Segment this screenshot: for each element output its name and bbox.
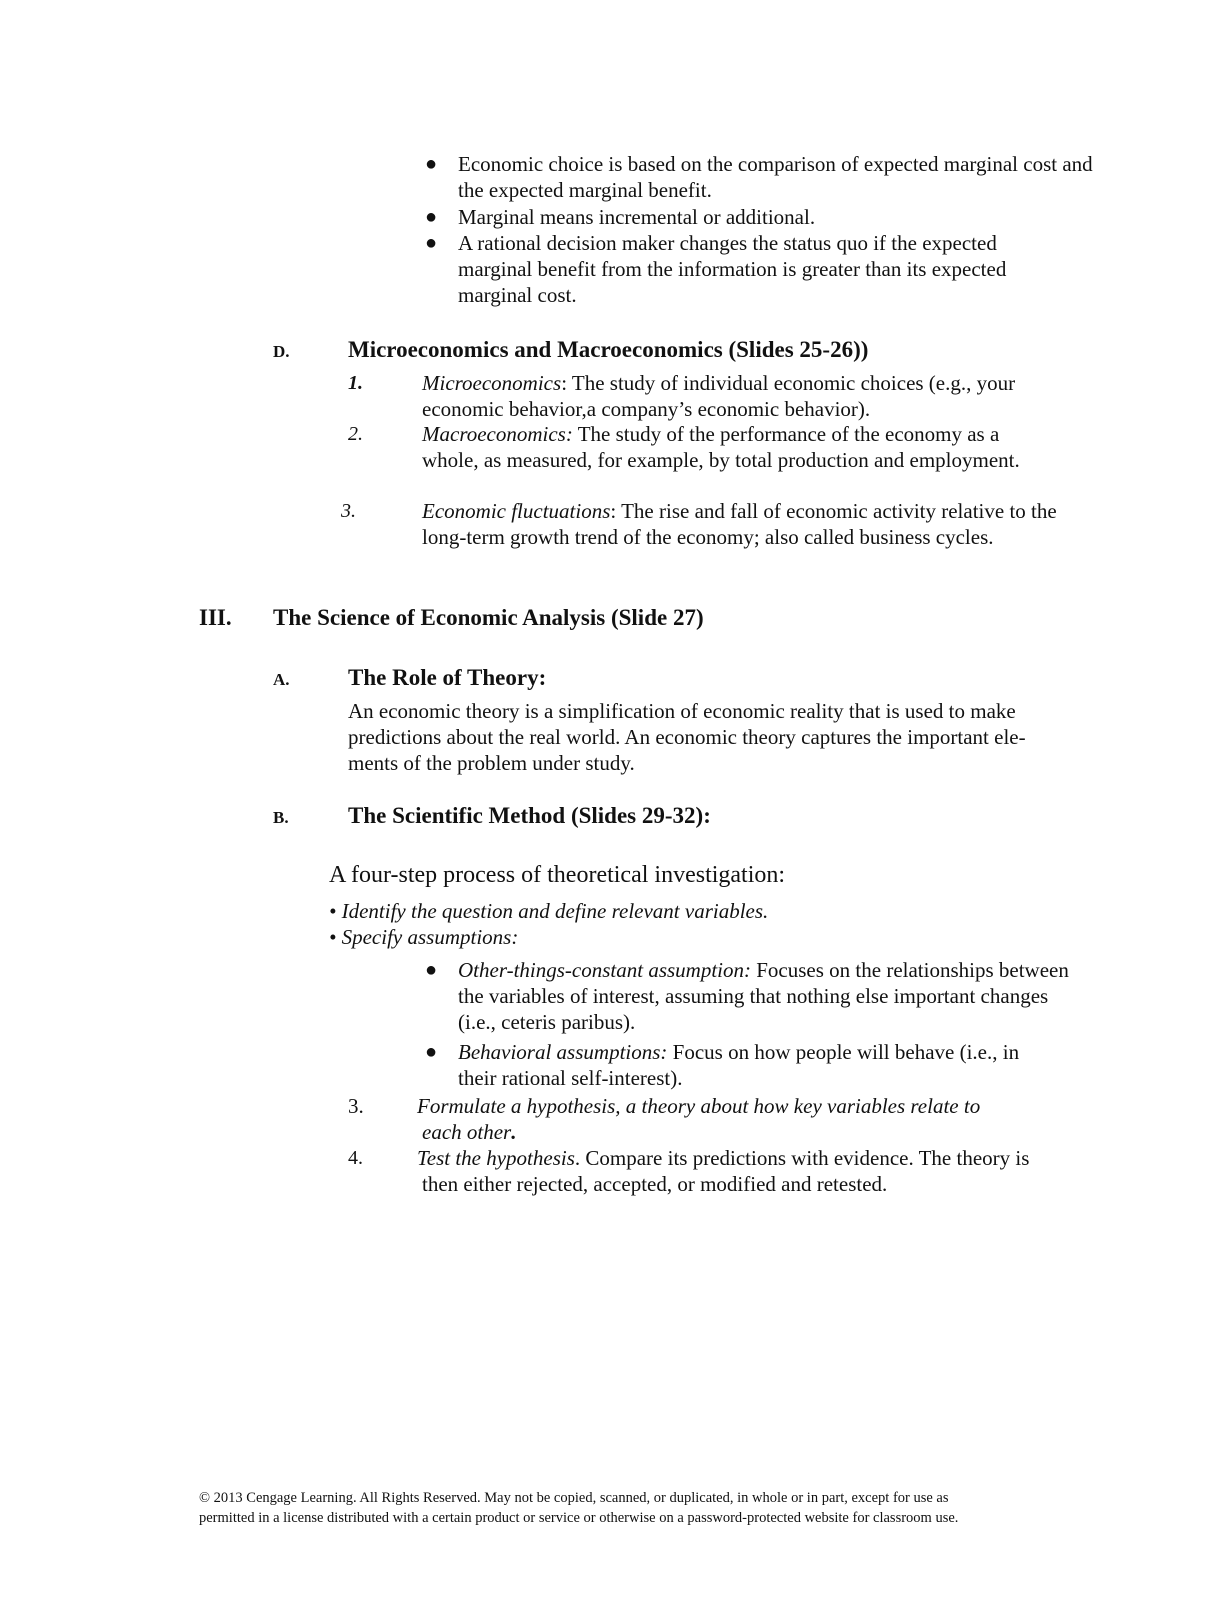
section-letter: A. <box>273 670 290 689</box>
section-iii-title: The Science of Economic Analysis (Slide 27) <box>273 605 704 630</box>
bullet-dot: ● <box>425 206 438 228</box>
step-4-term: Test the hypothesis <box>417 1146 575 1170</box>
bullet-dot: ● <box>425 1041 438 1063</box>
step-3-line-2 <box>422 1119 516 1145</box>
item-number: 3. <box>341 500 356 522</box>
copyright-footer-line-2: permitted in a license distributed with a certain product or service or otherwise on a password-protected website for classroom use. <box>199 1510 959 1526</box>
definition-text: The study of the performance of the economy as a whole, as measured, for example, by total production and employment. <box>422 422 1020 472</box>
intro-bullet-text: Marginal means incremental or additional. <box>458 205 816 229</box>
step-4-line-1 <box>417 1145 1029 1171</box>
item-number: 1. <box>348 372 363 394</box>
assumption-term: Other-things-constant assumption: <box>458 958 751 982</box>
section-letter: B. <box>273 808 289 827</box>
definition-sep: : <box>610 499 617 523</box>
bullet-dot: ● <box>425 232 438 254</box>
step-number: 4. <box>348 1147 363 1169</box>
definition-text: The study of individual economic choices (e.g., your economic behavior,a company’s economic behavior). <box>422 371 1016 421</box>
bullet-dot: ● <box>425 959 438 981</box>
assumption-term: Behavioral assumptions: <box>458 1040 668 1064</box>
step-4-text: . Compare its predictions with evidence. The theory is <box>574 1146 1030 1170</box>
assumption-item <box>458 957 1088 1035</box>
section-letter: D. <box>273 342 290 361</box>
definition-text: The rise and fall of economic activity relative to the long-term growth trend of the economy; also called business cycles. <box>422 499 1057 549</box>
assumption-item <box>458 1039 1058 1091</box>
assumption-text: Focus on how people will behave (i.e., in their rational self-interest). <box>458 1040 1020 1090</box>
section-a-title: The Role of Theory: <box>348 665 547 690</box>
section-a-body: An economic theory is a simplification of economic reality that is used to make predictions about the real world. An economic theory captures the important ele-ments of the problem under study. <box>348 699 1026 775</box>
step-3-line-1: Formulate a hypothesis, a theory about how key variables relate to <box>417 1094 981 1118</box>
scientific-method-lead: A four-step process of theoretical investigation: <box>329 862 786 888</box>
step-item: • Specify assumptions: <box>329 925 519 949</box>
bullet-dot: ● <box>425 153 438 175</box>
intro-bullet-text: A rational decision maker changes the status quo if the expected marginal benefit from the information is greater than its expected marginal cost. <box>458 231 1007 307</box>
definition-sep: : <box>561 371 568 395</box>
step-4-line-2: then either rejected, accepted, or modified and retested. <box>422 1172 888 1196</box>
definition-item <box>422 498 1102 550</box>
intro-bullet-text: Economic choice is based on the comparison of expected marginal cost and the expected marginal benefit. <box>458 152 1093 202</box>
section-roman-numeral: III. <box>199 605 232 630</box>
step-item: • Identify the question and define relevant variables. <box>329 899 769 923</box>
definition-item <box>422 421 1042 473</box>
definition-term: Macroeconomics: <box>422 422 573 446</box>
definition-item <box>422 370 1062 422</box>
definition-term: Economic fluctuations <box>422 499 611 523</box>
copyright-footer-line-1: © 2013 Cengage Learning. All Rights Reserved. May not be copied, scanned, or duplicated, in whole or in part, except for use as <box>199 1490 949 1506</box>
definition-term: Microeconomics <box>422 371 562 395</box>
step-number: 3. <box>348 1094 364 1118</box>
step-3-dot: . <box>511 1120 517 1144</box>
step-3-text: each other <box>422 1120 512 1144</box>
section-d-title: Microeconomics and Macroeconomics (Slides 25-26)) <box>348 337 869 362</box>
assumption-text: Focuses on the relationships between the variables of interest, assuming that nothing else important changes (i.e., ceteris paribus). <box>458 958 1069 1034</box>
item-number: 2. <box>348 423 363 445</box>
section-b-title: The Scientific Method (Slides 29-32): <box>348 803 711 828</box>
